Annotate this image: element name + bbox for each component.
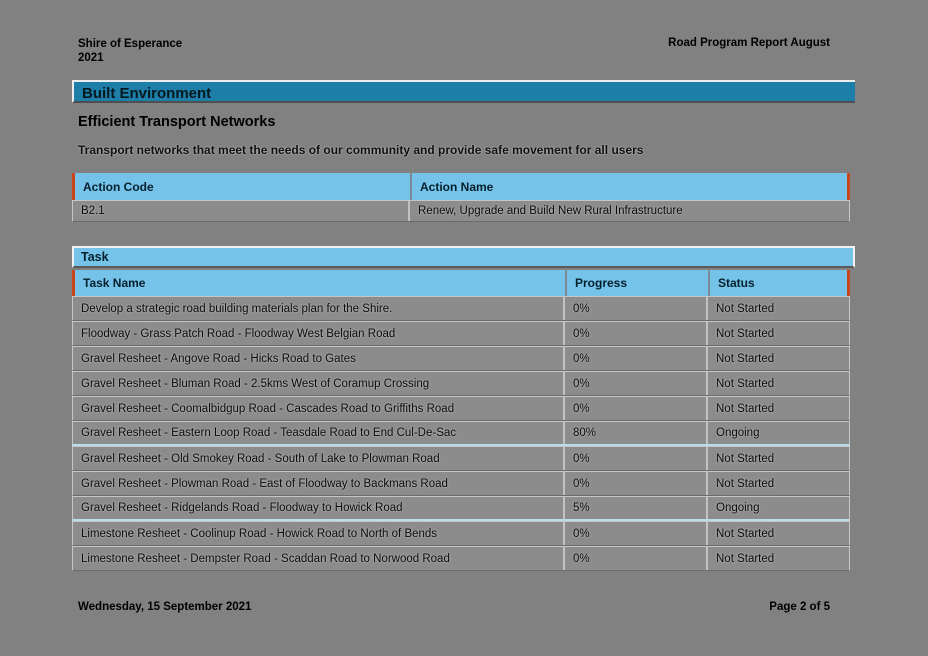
action-name-cell: Renew, Upgrade and Build New Rural Infrastructure [408, 201, 849, 221]
task-name-cell: Gravel Resheet - Coomalbidgup Road - Cascades Road to Griffiths Road [81, 402, 455, 415]
progress-cell: 5% [563, 497, 706, 519]
progress-cell: 0% [563, 447, 706, 470]
task-name-header: Task Name [83, 276, 146, 290]
task-table [72, 270, 850, 571]
table-row [72, 200, 850, 222]
task-name-cell: Gravel Resheet - Plowman Road - East of Floodway to Backmans Road [81, 477, 448, 490]
header-left [78, 37, 182, 65]
table-row [72, 346, 850, 371]
task-table-header [72, 270, 850, 296]
table-row [72, 371, 850, 396]
table-row [72, 396, 850, 421]
table-row [72, 471, 850, 496]
status-cell: Not Started [706, 322, 849, 345]
action-table-body [72, 200, 850, 222]
section-banner: Built Environment [72, 80, 855, 103]
report-page [72, 0, 855, 613]
task-name-cell: Limestone Resheet - Dempster Road - Scaddan Road to Norwood Road [81, 552, 450, 565]
table-row [72, 546, 850, 571]
status-cell: Not Started [706, 447, 849, 470]
status-cell: Not Started [706, 472, 849, 495]
footer-date: Wednesday, 15 September 2021 [78, 601, 252, 613]
action-code-header: Action Code [83, 179, 154, 194]
task-name-cell: Gravel Resheet - Angove Road - Hicks Road to Gates [81, 352, 356, 365]
document-footer [72, 601, 855, 613]
task-table-body [72, 296, 850, 571]
task-name-cell: Floodway - Grass Patch Road - Floodway West Belgian Road [81, 327, 396, 340]
progress-cell: 0% [563, 547, 706, 570]
page-number: Page 2 of 5 [769, 601, 830, 613]
table-row [72, 446, 850, 471]
progress-cell: 0% [563, 522, 706, 545]
task-name-cell: Limestone Resheet - Coolinup Road - Howick Road to North of Bends [81, 527, 438, 540]
status-cell: Ongoing [706, 422, 849, 444]
progress-cell: 0% [563, 372, 706, 395]
task-name-cell: Gravel Resheet - Bluman Road - 2.5kms West of Coramup Crossing [81, 377, 430, 390]
progress-cell: 0% [563, 322, 706, 345]
task-name-cell: Gravel Resheet - Old Smokey Road - South of Lake to Plowman Road [81, 452, 440, 465]
task-name-cell: Gravel Resheet - Eastern Loop Road - Teasdale Road to End Cul-De-Sac [81, 427, 457, 439]
table-row [72, 496, 850, 521]
status-cell: Not Started [706, 522, 849, 545]
action-table-header [72, 173, 850, 200]
table-row [72, 296, 850, 321]
status-cell: Not Started [706, 547, 849, 570]
section-subtitle: Transport networks that meet the needs of our community and provide safe movement for all users [78, 143, 644, 157]
status-cell: Not Started [706, 297, 849, 320]
status-cell: Not Started [706, 372, 849, 395]
progress-cell: 80% [563, 422, 706, 444]
task-name-cell: Develop a strategic road building materials plan for the Shire. [81, 302, 393, 315]
document-header [72, 37, 855, 65]
report-year: 2021 [78, 52, 104, 64]
table-row [72, 421, 850, 446]
status-header: Status [708, 270, 847, 296]
status-cell: Ongoing [706, 497, 849, 519]
task-name-cell: Gravel Resheet - Ridgelands Road - Floodway to Howick Road [81, 502, 403, 514]
page-title: Efficient Transport Networks [78, 114, 276, 130]
status-cell: Not Started [706, 397, 849, 420]
progress-cell: 0% [563, 397, 706, 420]
action-table [72, 173, 850, 222]
action-code-cell: B2.1 [81, 205, 105, 217]
progress-cell: 0% [563, 297, 706, 320]
progress-cell: 0% [563, 472, 706, 495]
task-section-bar: Task [72, 246, 855, 268]
table-row [72, 521, 850, 546]
report-title: Road Program Report August [668, 37, 830, 49]
action-name-header: Action Name [410, 173, 847, 200]
progress-cell: 0% [563, 347, 706, 370]
table-row [72, 321, 850, 346]
status-cell: Not Started [706, 347, 849, 370]
progress-header: Progress [565, 270, 708, 296]
organisation-name: Shire of Esperance [78, 38, 183, 50]
